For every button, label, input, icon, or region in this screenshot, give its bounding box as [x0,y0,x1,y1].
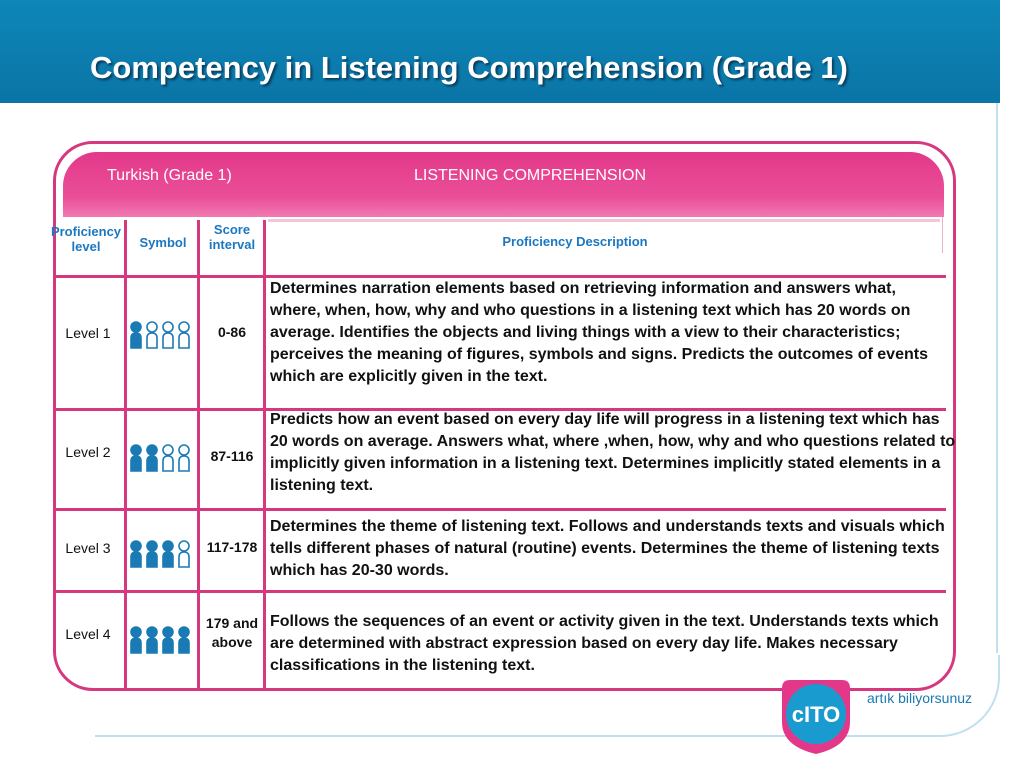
row-4-symbol [129,626,191,654]
row-3-symbol [129,540,191,568]
row-divider-3 [56,590,946,593]
header-bar [0,0,1000,103]
person-outline-icon [145,321,159,349]
row-divider-2 [56,508,946,511]
person-outline-icon [177,321,191,349]
person-filled-icon [177,626,191,654]
row-3-level: Level 3 [65,540,111,556]
logo-lettering [792,702,841,727]
row-4-description: Follows the sequences of an event or activity given in the text. Understands texts which are determined with abstract expression based on every day life. Makes necessary classifications in the listening text. [270,613,939,674]
person-filled-icon [129,540,143,568]
col-header-score-line2: interval [208,237,256,252]
row-4-score [200,614,264,652]
person-filled-icon [161,626,175,654]
row-3-score [200,538,264,557]
row-2-description: Predicts how an event based on every day life will progress in a listening text which has 20 words on average. Answers what, where ,when, how, why and who questions related to implicitly given information in a listening text. Determines implicitly stated elements in a listening text. [270,411,956,494]
row-4-score-line1: 179 and [205,615,259,631]
person-outline-icon [177,540,191,568]
person-filled-icon [161,540,175,568]
row-3-score-line1: 117-178 [206,539,258,555]
row-1-level: Level 1 [65,325,111,341]
subject-label: Turkish (Grade 1) [107,167,232,184]
row-2-symbol [129,444,191,472]
person-filled-icon [129,626,143,654]
header-right-rule [942,217,943,253]
row-1-symbol [129,321,191,349]
col-header-level-line2: level [71,239,101,254]
person-outline-icon [161,321,175,349]
page-title: Competency in Listening Comprehension (Grade 1) [90,50,848,85]
row-2-score-line1: 87-116 [210,448,254,464]
person-filled-icon [129,444,143,472]
col-header-level [45,224,127,254]
col-header-level-line1: Proficiency [50,224,122,239]
col-header-symbol: Symbol [139,235,187,250]
decor-right-line [996,103,998,653]
logo-slogan: artık biliyorsunuz [867,690,973,706]
cito-logo [776,676,856,756]
person-filled-icon [145,540,159,568]
header-underline [268,219,940,222]
decor-bottom-line [95,735,705,737]
col-header-description: Proficiency Description [502,234,648,249]
person-outline-icon [161,444,175,472]
row-1-score-line1: 0-86 [217,324,247,340]
col-header-score-line1: Score [213,222,251,237]
col-header-score [200,222,264,252]
col-divider-1 [124,220,127,688]
row-2-score [200,447,264,466]
person-filled-icon [129,321,143,349]
row-2-level: Level 2 [65,444,111,460]
row-1-description: Determines narration elements based on retrieving information and answers what, where, when, how, why and who questions in a listening text which has 20 words on average. Identifies the objects and living things with a view to their characteristics; perceives the meaning of figures, symbols and signs. Predicts the outcomes of events which are explicitly given in the text. [270,280,928,385]
skill-label: LISTENING COMPREHENSION [414,167,647,184]
person-outline-icon [177,444,191,472]
row-1-score [200,323,264,342]
person-filled-icon [145,626,159,654]
row-4-score-line2: above [211,634,253,650]
row-4-level: Level 4 [65,626,111,642]
person-filled-icon [145,444,159,472]
logo-text: cITO [791,702,841,727]
row-3-description: Determines the theme of listening text. Follows and understands texts and visuals which tells different phases of natural (routine) events. Determines the theme of listening texts which has 20-30 words. [270,518,945,579]
